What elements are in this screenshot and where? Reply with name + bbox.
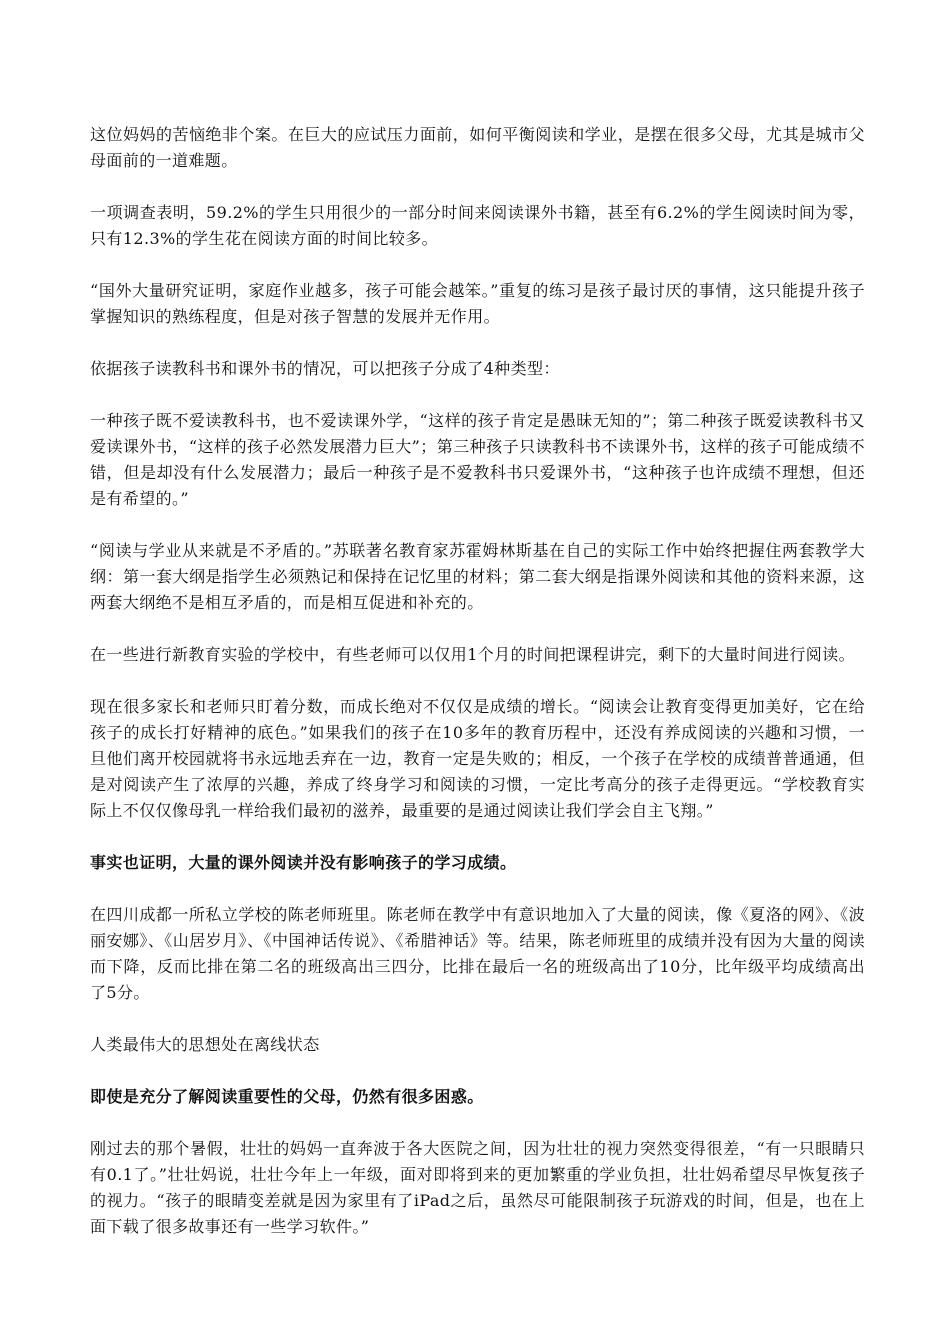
paragraph-sukhomlinsky: “阅读与学业从来就是不矛盾的。”苏联著名教育家苏霍姆林斯基在自己的实际工作中始终把握住两套教学大纲：第一套大纲是指学生必须熟记和保持在记忆里的材料；第二套大纲是指课外阅读和其他的资料来源，这两套大纲绝不是相互矛盾的，而是相互促进和补充的。 (90, 541, 865, 612)
paragraph-survey: 一项调查表明，59.2%的学生只用很少的一部分时间来阅读课外书籍，甚至有6.2%的学生阅读时间为零，只有12.3%的学生花在阅读方面的时间比较多。 (90, 203, 865, 248)
document-body (90, 122, 865, 1266)
section-heading: 人类最伟大的思想处在离线状态 (90, 1035, 320, 1054)
paragraph-fact-heading: 事实也证明，大量的课外阅读并没有影响孩子的学习成绩。 (90, 853, 517, 872)
paragraph-confusion-heading: 即使是充分了解阅读重要性的父母，仍然有很多困惑。 (90, 1087, 484, 1106)
paragraph-zhuangzhuang: 刚过去的那个暑假，壮壮的妈妈一直奔波于各大医院之间，因为壮壮的视力突然变得很差，“有一只眼睛只有0.1了。”壮壮妈说，壮壮今年上一年级，面对即将到来的更加繁重的学业负担，壮壮妈希望尽早恢复孩子的视力。“孩子的眼睛变差就是因为家里有了iPad之后，虽然尽可能限制孩子玩游戏的时间，但是，也在上面下载了很多故事还有一些学习软件。” (90, 1139, 865, 1236)
paragraph-four-types-intro: 依据孩子读教科书和课外书的情况，可以把孩子分成了4种类型： (90, 359, 560, 378)
paragraph-chengdu: 在四川成都一所私立学校的陈老师班里。陈老师在教学中有意识地加入了大量的阅读，像《夏洛的网》、《波丽安娜》、《山居岁月》、《中国神话传说》、《希腊神话》等。结果，陈老师班里的成绩并没有因为大量的阅读而下降，反而比排在第二名的班级高出三四分，比排在最后一名的班级高出了10分，比年级平均成绩高出了5分。 (90, 905, 865, 1002)
paragraph-four-types: 一种孩子既不爱读教科书，也不爱读课外学，“这样的孩子肯定是愚昧无知的”；第二种孩子既爱读教科书又爱读课外书，“这样的孩子必然发展潜力巨大”；第三种孩子只读教科书不读课外书，这样的孩子可能成绩不错，但是却没有什么发展潜力；最后一种孩子是不爱教科书只爱课外书，“这种孩子也许成绩不理想，但还是有希望的。” (90, 411, 865, 508)
paragraph-homework: “国外大量研究证明，家庭作业越多，孩子可能会越笨。”重复的练习是孩子最讨厌的事情，这只能提升孩子掌握知识的熟练程度，但是对孩子智慧的发展并无作用。 (90, 281, 865, 326)
paragraph-intro: 这位妈妈的苦恼绝非个案。在巨大的应试压力面前，如何平衡阅读和学业，是摆在很多父母，尤其是城市父母面前的一道难题。 (90, 125, 865, 170)
paragraph-experiment: 在一些进行新教育实验的学校中，有些老师可以仅用1个月的时间把课程讲完，剩下的大量时间进行阅读。 (90, 645, 855, 664)
paragraph-growth: 现在很多家长和老师只盯着分数，而成长绝对不仅仅是成绩的增长。“阅读会让教育变得更加美好，它在给孩子的成长打好精神的底色。”如果我们的孩子在10多年的教育历程中，还没有养成阅读的兴趣和习惯，一旦他们离开校园就将书永远地丢弃在一边，教育一定是失败的；相反，一个孩子在学校的成绩普普通通，但是对阅读产生了浓厚的兴趣，养成了终身学习和阅读的习惯，一定比考高分的孩子走得更远。“学校教育实际上不仅仅像母乳一样给我们最初的滋养，最重要的是通过阅读让我们学会自主飞翔。” (90, 697, 865, 820)
